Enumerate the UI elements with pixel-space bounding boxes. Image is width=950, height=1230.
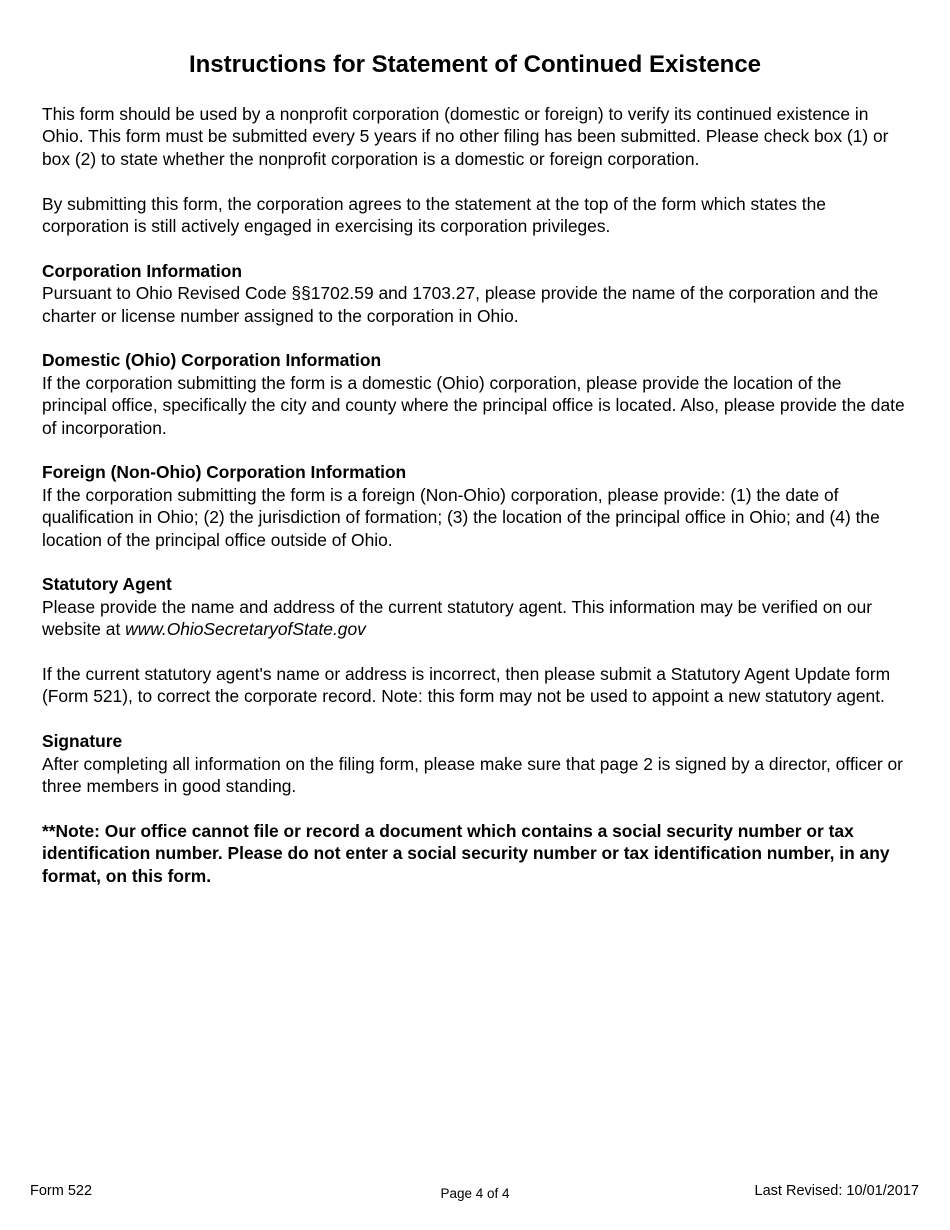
foreign-info-heading: Foreign (Non-Ohio) Corporation Information [42,462,407,483]
statutory-agent-heading: Statutory Agent [42,574,172,595]
signature-heading: Signature [42,731,123,752]
signature-text: After completing all information on the filing form, please make sure that page 2 is signed by a director, officer or three members in good standing. [42,753,903,797]
statutory-agent-section [42,573,910,640]
last-revised: Last Revised: 10/01/2017 [754,1183,919,1199]
intro-paragraph: This form should be used by a nonprofit corporation (domestic or foreign) to verify its continued existence in Ohio. This form must be submitted every 5 years if no other filing has been submitted. Please check box (1) or box (2) to state whether the nonprofit corporation is a domestic or foreign corporation. [42,104,889,169]
domestic-info-heading: Domestic (Ohio) Corporation Information [42,350,382,371]
page-number: Page 4 of 4 [440,1186,510,1201]
ssn-note: **Note: Our office cannot file or record a document which contains a social security number or tax identification number. Please do not enter a social security number or tax identification number, in any format, on this form. [42,820,890,886]
foreign-info-section [42,461,910,551]
corporation-info-heading: Corporation Information [42,260,242,281]
domestic-info-section [42,349,910,439]
corporation-info-section [42,260,910,327]
page-title: Instructions for Statement of Continued Existence [188,51,762,78]
corporation-info-text: Pursuant to Ohio Revised Code §§1702.59 and 1703.27, please provide the name of the corporation and the charter or license number assigned to the corporation in Ohio. [42,283,879,326]
form-number: Form 522 [30,1183,93,1199]
agreement-paragraph: By submitting this form, the corporation agrees to the statement at the top of the form which states the corporation is still actively engaged in exercising its corporation privileges. [42,193,826,237]
signature-section [42,730,910,797]
statutory-agent-text: Please provide the name and address of the current statutory agent. This information may be verified on our website at [42,596,873,640]
domestic-info-text: If the corporation submitting the form is a domestic (Ohio) corporation, please provide the location of the principal office, specifically the city and county where the principal office is located. Also, please provide the date of incorporation. [42,372,905,438]
instructions-body [42,103,910,887]
statutory-agent-update-paragraph: If the current statutory agent's name or address is incorrect, then please submit a Statutory Agent Update form (Form 521), to correct the corporate record. Note: this form may not be used to appoint a new statutory agent. [42,664,891,707]
website-link[interactable]: www.OhioSecretaryofState.gov [125,619,366,640]
foreign-info-text: If the corporation submitting the form is a foreign (Non-Ohio) corporation, please provide: (1) the date of qualification in Ohio; (2) the jurisdiction of formation; (3) the location of the principal office in Ohio; and (4) the location of the principal office outside of Ohio. [42,484,880,550]
